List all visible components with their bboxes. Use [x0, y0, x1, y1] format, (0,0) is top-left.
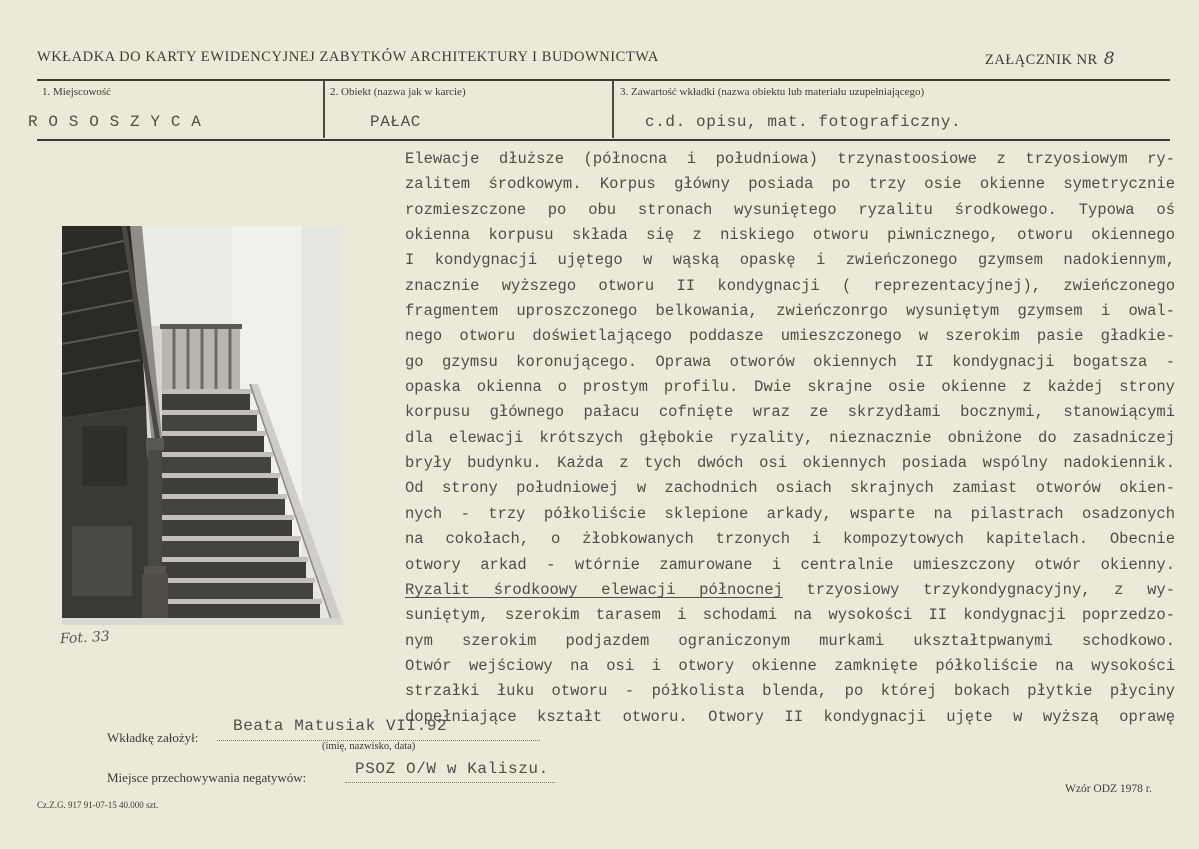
text-line: bryły budynku. Każda z tych dwóch osi okiennych posiada wspólny nadokiennik. — [405, 454, 1175, 473]
newel-shaft — [148, 450, 162, 570]
text-line: I kondygnacji ujętego w wąską opaskę i zwieńczonego gzymsem nadokiennym, — [405, 251, 1175, 270]
stair-riser — [162, 604, 320, 618]
description-text — [405, 147, 1175, 730]
stair-tread — [162, 452, 273, 457]
locality-label: 1. Miejscowość — [42, 86, 112, 98]
text-line: rozmieszczone po obu stronach wysuniętego ryzalitu środkowego. Typowa oś — [405, 200, 1175, 219]
author-hint: (imię, nazwisko, data) — [322, 741, 416, 752]
stair-tread — [162, 389, 252, 394]
stair-riser — [162, 415, 257, 431]
text-line: strzałki łuku otworu - półkolista blenda, po której bokach płytkie płyciny — [405, 682, 1175, 701]
stair-riser — [162, 520, 292, 536]
stair-riser — [162, 583, 313, 599]
attachment-number — [985, 49, 1115, 69]
photo-caption: Fot. 33 — [59, 628, 111, 648]
form-model: Wzór ODZ 1978 r. — [1065, 783, 1152, 795]
object-label: 2. Obiekt (nazwa jak w karcie) — [330, 86, 466, 98]
text-line: fragmentem uproszczonego belkowania, zwieńczonrgo wysuniętym gzymsem i owal- — [405, 302, 1175, 321]
header-rule — [37, 79, 1170, 81]
text-line: suniętym, szerokim tarasem i schodami na wysokości II kondygnacji poprzedzo- — [405, 606, 1175, 625]
stair-tread — [162, 473, 280, 478]
text-line: okienna korpusu składa się z niskiego otworu piwnicznego, otworu okiennego — [405, 226, 1175, 245]
photo-image — [62, 226, 343, 625]
stair-riser — [162, 478, 278, 494]
stair-tread — [162, 410, 259, 415]
stair-tread — [162, 431, 266, 436]
text-line-section-heading — [405, 578, 1175, 603]
negatives-value: PSOZ O/W w Kaliszu. — [355, 760, 549, 778]
fields-rule — [37, 139, 1170, 141]
text-line: nych - trzy półkoliście sklepione arkady, wsparte na pilastrach osadzonych — [405, 504, 1175, 523]
text-line: Elewacje dłuższe (północna i południowa) trzynastoosiowe z trzyosiowym ry- — [405, 150, 1175, 168]
negatives-label: Miejsce przechowywania negatywów: — [107, 770, 307, 785]
stair-tread — [162, 578, 315, 583]
stair-riser — [162, 436, 264, 452]
stair-riser — [162, 394, 250, 410]
field-divider — [612, 81, 614, 138]
text-line: Od strony południowej w zachodnich osiach skrajnych zamiast otworów okien- — [405, 479, 1175, 498]
author-value: Beata Matusiak VII.92 — [233, 717, 448, 735]
text-line: nego otworu doświetlającego poddasze umieszczonego w szerokim pasie gładkie- — [405, 327, 1175, 346]
contents-value: c.d. opisu, mat. fotograficzny. — [645, 113, 962, 131]
text-line: opaska okienna o prostym profilu. Dwie skrajne osie okienne z każdej strony — [405, 378, 1175, 397]
stair-tread — [162, 494, 287, 499]
print-info: Cz.Z.G. 917 91-07-15 40.000 szt. — [37, 800, 159, 810]
text-line: nym szerokim podjazdem ograniczonym murkami ukształtpwanymi schodkowo. — [405, 631, 1175, 650]
object-value: PAŁAC — [370, 113, 422, 131]
text-line-rest: trzyosiowy trzykondygnacyjny, z wy- — [782, 580, 1175, 599]
doorway-frame — [160, 324, 242, 329]
stair-riser — [162, 562, 306, 578]
lower-wall-texture — [72, 526, 132, 596]
newel-ring — [144, 566, 166, 574]
lower-wall-shadow — [82, 426, 127, 486]
field-divider — [323, 81, 325, 138]
stair-riser — [162, 499, 285, 515]
stair-riser — [162, 541, 299, 557]
stair-tread — [162, 557, 308, 562]
stair-tread — [162, 599, 322, 604]
text-line: otwory arkad - wtórnie zamurowane i centralnie umieszczony otwór okienny. — [405, 555, 1175, 574]
wall-right-shadow — [302, 226, 343, 625]
attachment-label: ZAŁĄCZNIK NR — [985, 52, 1098, 68]
locality-value: R O S O S Z Y C A — [28, 113, 202, 131]
text-line: zalitem środkowym. Korpus główny posiada po trzy osie okienne symetrycznie — [405, 175, 1175, 194]
negatives-dotted-line — [345, 782, 555, 783]
author-label: Wkładkę założył: — [107, 730, 199, 745]
text-line: na cokołach, o żłobkowanych trzonych i kompozytowych kapitelach. Obecnie — [405, 530, 1175, 549]
stair-riser — [162, 457, 271, 473]
text-line: go gzymsu koronującego. Oprawa otworów okiennych II kondygnacji bogatsza - — [405, 352, 1175, 371]
newel-base — [142, 574, 168, 618]
attachment-number-handwritten: 8 — [1103, 49, 1116, 69]
newel-cap — [146, 438, 164, 450]
stair-tread — [162, 536, 301, 541]
text-line: Otwór wejściowy na osi i otwory okienne zamknięte półkoliście na wysokości — [405, 656, 1175, 675]
photo-staircase — [62, 226, 343, 625]
stair-tread — [162, 515, 294, 520]
section-heading-underlined: Ryzalit środkoowy elewacji północnej — [405, 580, 783, 599]
text-line: dla elewacji krótszych głębokie ryzality, nieznacznie obniżone do zasadniczej — [405, 428, 1175, 447]
contents-label: 3. Zawartość wkładki (nazwa obiektu lub materiału uzupełniającego) — [620, 86, 925, 98]
text-line: dopełniające kształt otworu. Otwory II kondygnacji ujęte w wyższą oprawę — [405, 707, 1175, 726]
floor — [62, 618, 343, 625]
text-line: korpusu głównego pałacu cofnięte wraz ze skrzydłami bocznymi, stanowiącymi — [405, 403, 1175, 422]
ceiling — [142, 226, 232, 326]
text-line: znacznie wyższego otworu II kondygnacji ( reprezentacyjnej), zwieńczonego — [405, 276, 1175, 295]
form-title: WKŁADKA DO KARTY EWIDENCYJNEJ ZABYTKÓW ARCHITEKTURY I BUDOWNICTWA — [37, 49, 659, 65]
